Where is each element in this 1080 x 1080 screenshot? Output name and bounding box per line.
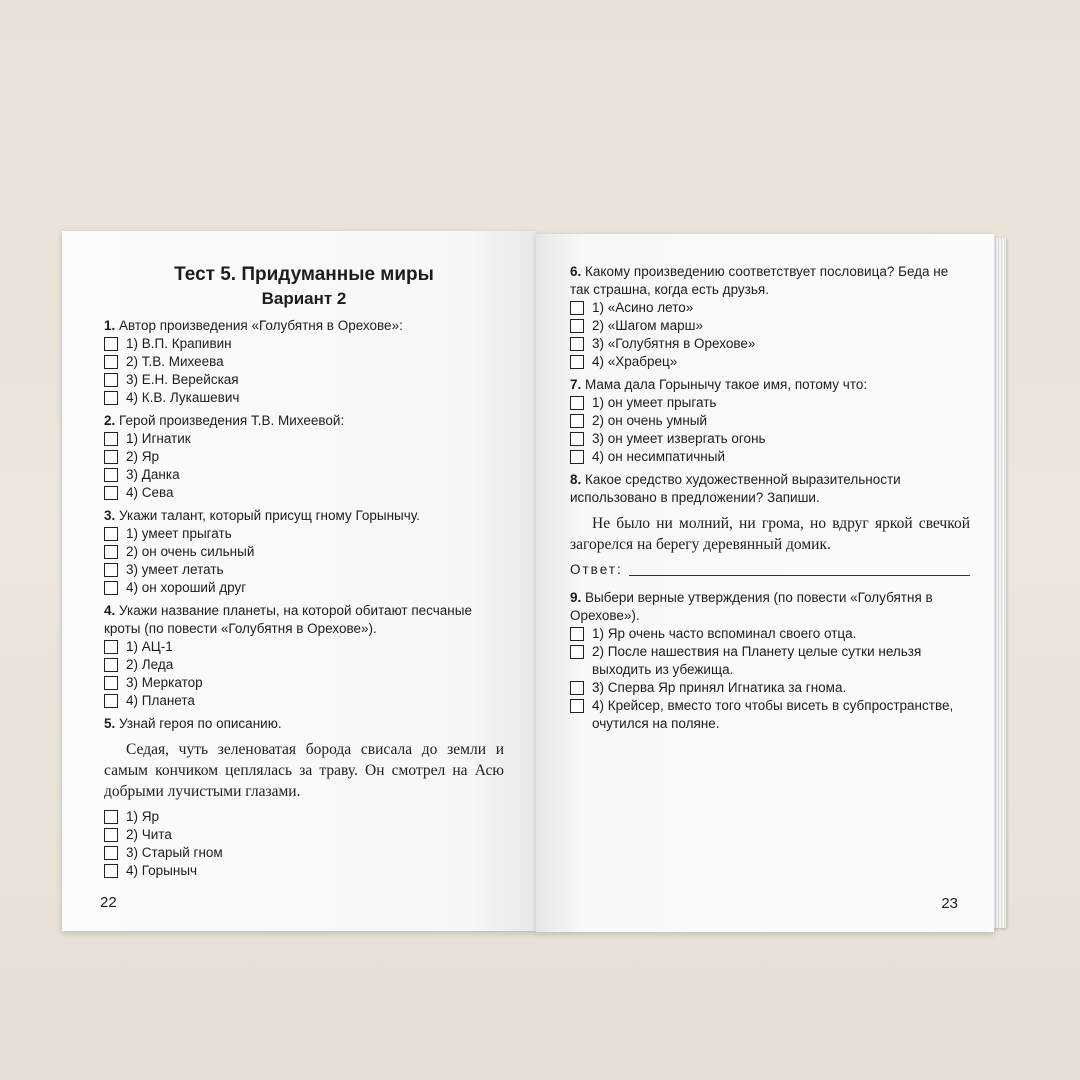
checkbox[interactable] — [104, 486, 118, 500]
excerpt-quote: Седая, чуть зеленоватая борода свисала до земли и самым кончиком цеплялась за траву. Он смотрел на Асю добрыми лучистыми глазами. — [104, 741, 504, 800]
answer-option[interactable]: 4) он несимпатичный — [570, 448, 970, 466]
checkbox[interactable] — [570, 681, 584, 695]
answer-label: Ответ: — [570, 562, 623, 577]
question-number: 1. — [104, 318, 116, 333]
question-number: 4. — [104, 603, 116, 618]
question-2 — [104, 412, 504, 502]
answer-option[interactable]: 4) Планета — [104, 692, 504, 710]
question-4 — [104, 602, 504, 710]
question-number: 6. — [570, 264, 582, 279]
answer-option[interactable]: 4) К.В. Лукашевич — [104, 389, 504, 407]
checkbox[interactable] — [104, 337, 118, 351]
page-number: 23 — [941, 895, 958, 912]
answer-option[interactable]: 1) «Асино лето» — [570, 299, 970, 317]
answer-option[interactable]: 3) Меркатор — [104, 674, 504, 692]
answer-option[interactable]: 1) АЦ-1 — [104, 638, 504, 656]
answer-option[interactable]: 3) Сперва Яр принял Игнатика за гнома. — [570, 679, 970, 697]
answer-option[interactable]: 4) он хороший друг — [104, 579, 504, 597]
question-text: Какому произведению соответствует пословица? Беда не так страшна, когда есть друзья. — [570, 264, 949, 297]
answer-option[interactable]: 1) Игнатик — [104, 430, 504, 448]
checkbox[interactable] — [570, 396, 584, 410]
question-number: 9. — [570, 590, 582, 605]
question-text: Выбери верные утверждения (по повести «Голубятня в Орехове»). — [570, 590, 933, 623]
question-text: Узнай героя по описанию. — [119, 716, 282, 731]
checkbox[interactable] — [570, 337, 584, 351]
checkbox[interactable] — [104, 658, 118, 672]
right-page-content — [570, 258, 970, 733]
checkbox[interactable] — [104, 640, 118, 654]
checkbox[interactable] — [570, 355, 584, 369]
checkbox[interactable] — [570, 627, 584, 641]
question-text: Мама дала Горынычу такое имя, потому что: — [585, 377, 868, 392]
question-1 — [104, 317, 504, 407]
answer-option[interactable]: 2) Яр — [104, 448, 504, 466]
checkbox[interactable] — [104, 450, 118, 464]
checkbox[interactable] — [570, 301, 584, 315]
workbook-spread — [62, 226, 1007, 932]
question-5 — [104, 715, 504, 880]
answer-option[interactable]: 1) он умеет прыгать — [570, 394, 970, 412]
answer-field[interactable] — [570, 561, 970, 579]
excerpt-quote: Не было ни молний, ни грома, но вдруг яркой свечкой загорелся на берегу деревянный домик. — [570, 515, 970, 553]
answer-option[interactable]: 4) Сева — [104, 484, 504, 502]
question-text: Автор произведения «Голубятня в Орехове»: — [119, 318, 403, 333]
checkbox[interactable] — [570, 699, 584, 713]
answer-option[interactable]: 2) После нашествия на Планету целые сутки нельзя выходить из убежища. — [570, 643, 970, 679]
left-page — [62, 231, 536, 931]
checkbox[interactable] — [104, 432, 118, 446]
answer-option[interactable]: 3) умеет летать — [104, 561, 504, 579]
answer-option[interactable]: 2) Т.В. Михеева — [104, 353, 504, 371]
checkbox[interactable] — [570, 414, 584, 428]
checkbox[interactable] — [570, 319, 584, 333]
question-text: Укажи талант, который присущ гному Горынычу. — [119, 508, 420, 523]
checkbox[interactable] — [104, 864, 118, 878]
question-3 — [104, 507, 504, 597]
question-text: Укажи название планеты, на которой обитают песчаные кроты (по повести «Голубятня в Орехове»). — [104, 603, 472, 636]
answer-line[interactable] — [629, 561, 970, 576]
question-number: 5. — [104, 716, 116, 731]
answer-option[interactable]: 3) он умеет извергать огонь — [570, 430, 970, 448]
checkbox[interactable] — [104, 545, 118, 559]
answer-option[interactable]: 2) он очень сильный — [104, 543, 504, 561]
page-edges — [992, 238, 1006, 928]
question-text: Какое средство художественной выразительности использовано в предложении? Запиши. — [570, 472, 901, 505]
variant-subtitle: Вариант 2 — [261, 289, 347, 308]
checkbox[interactable] — [570, 450, 584, 464]
checkbox[interactable] — [104, 391, 118, 405]
answer-option[interactable]: 1) В.П. Крапивин — [104, 335, 504, 353]
left-page-content — [104, 263, 504, 880]
checkbox[interactable] — [104, 581, 118, 595]
test-title: Тест 5. Придуманные миры — [174, 264, 434, 285]
question-number: 8. — [570, 472, 582, 487]
answer-option[interactable]: 4) Горыныч — [104, 862, 504, 880]
answer-option[interactable]: 1) умеет прыгать — [104, 525, 504, 543]
checkbox[interactable] — [570, 645, 584, 659]
answer-option[interactable]: 3) Е.Н. Верейская — [104, 371, 504, 389]
question-8 — [570, 471, 970, 579]
answer-option[interactable]: 2) Леда — [104, 656, 504, 674]
question-6 — [570, 263, 970, 371]
page-number: 22 — [100, 894, 117, 911]
checkbox[interactable] — [104, 355, 118, 369]
answer-option[interactable]: 3) Данка — [104, 466, 504, 484]
question-number: 2. — [104, 413, 116, 428]
question-text: Герой произведения Т.В. Михеевой: — [119, 413, 345, 428]
question-number: 7. — [570, 377, 582, 392]
answer-option[interactable]: 3) «Голубятня в Орехове» — [570, 335, 970, 353]
checkbox[interactable] — [104, 828, 118, 842]
question-number: 3. — [104, 508, 116, 523]
answer-option[interactable]: 1) Яр очень часто вспоминал своего отца. — [570, 625, 970, 643]
checkbox[interactable] — [104, 563, 118, 577]
checkbox[interactable] — [104, 810, 118, 824]
right-page — [536, 234, 994, 932]
answer-option[interactable]: 4) «Храбрец» — [570, 353, 970, 371]
answer-option[interactable]: 1) Яр — [104, 808, 504, 826]
answer-option[interactable]: 4) Крейсер, вместо того чтобы висеть в субпространстве, очутился на поляне. — [570, 697, 970, 733]
answer-option[interactable]: 3) Старый гном — [104, 844, 504, 862]
answer-option[interactable]: 2) «Шагом марш» — [570, 317, 970, 335]
checkbox[interactable] — [104, 694, 118, 708]
answer-option[interactable]: 2) Чита — [104, 826, 504, 844]
answer-option[interactable]: 2) он очень умный — [570, 412, 970, 430]
checkbox[interactable] — [104, 527, 118, 541]
question-7 — [570, 376, 970, 466]
checkbox[interactable] — [570, 432, 584, 446]
checkbox[interactable] — [104, 373, 118, 387]
checkbox[interactable] — [104, 468, 118, 482]
checkbox[interactable] — [104, 846, 118, 860]
checkbox[interactable] — [104, 676, 118, 690]
question-9 — [570, 589, 970, 733]
